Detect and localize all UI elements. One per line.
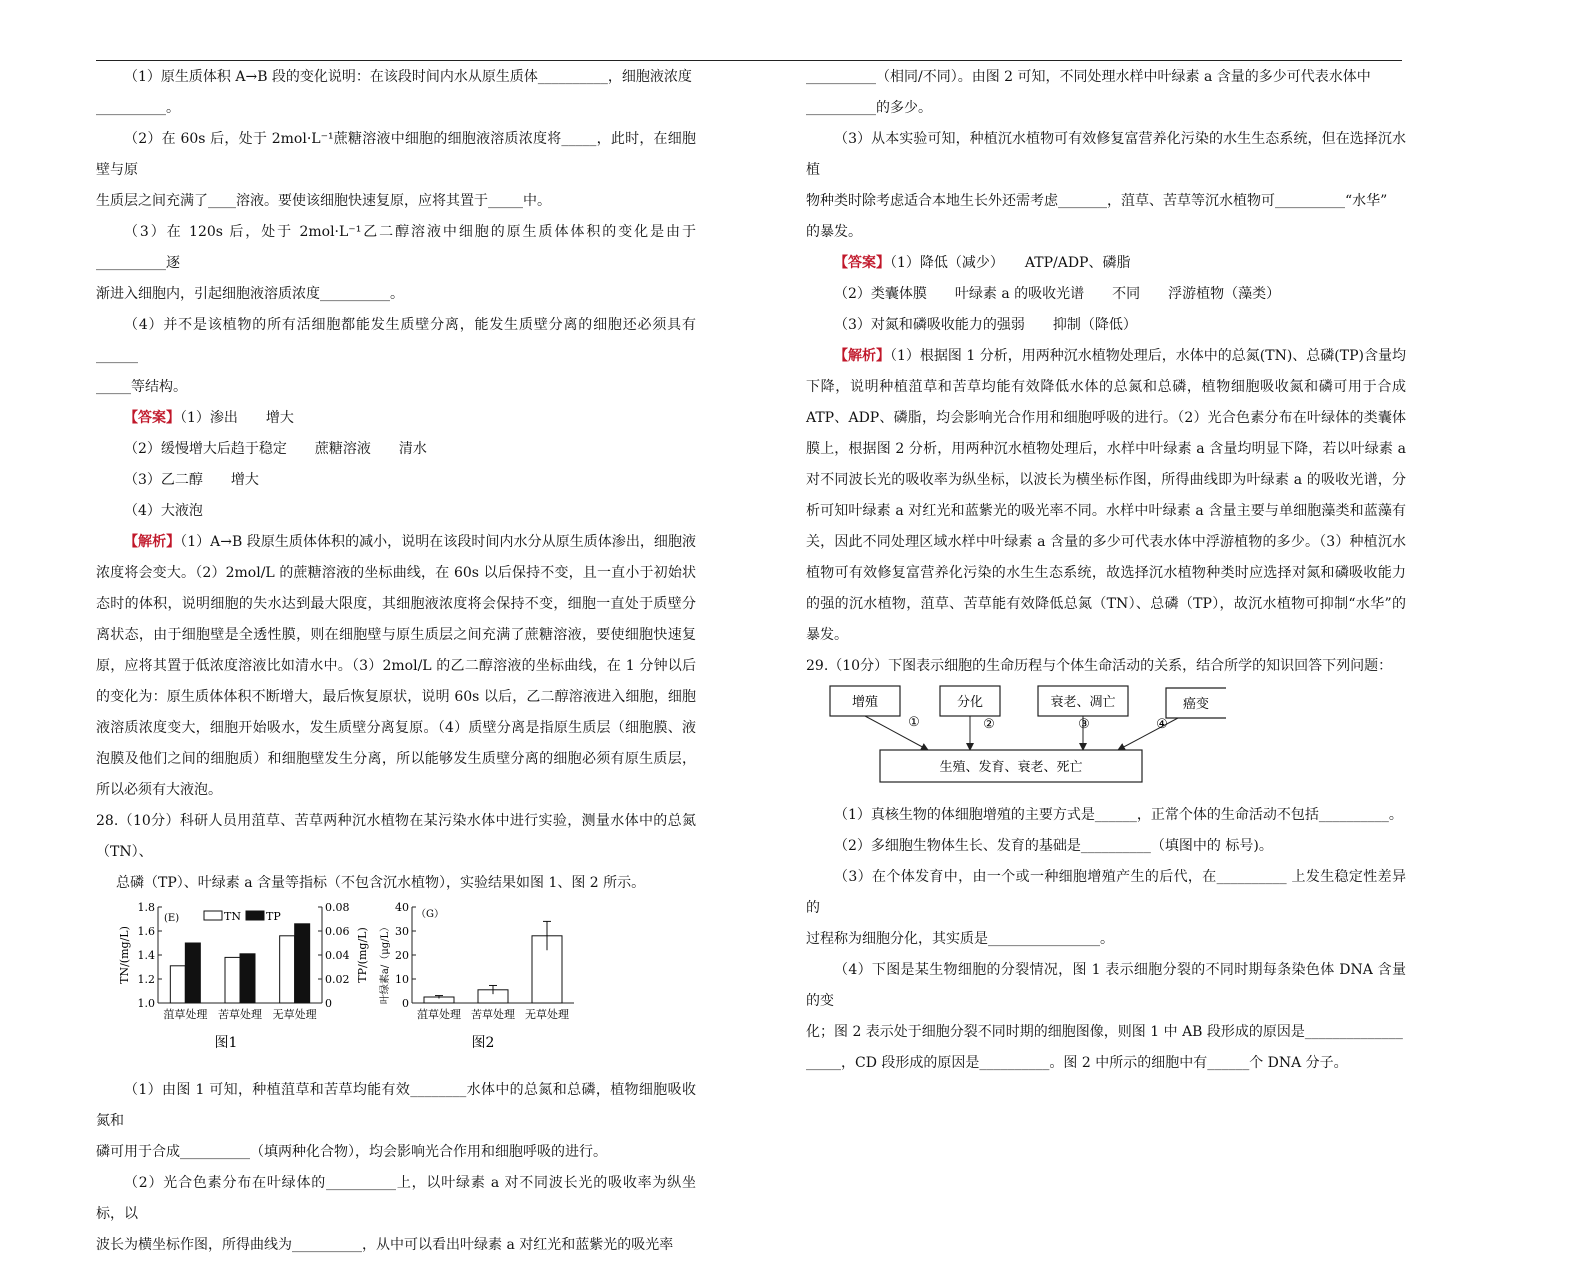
q27-part1-line2: __________。 (96, 100, 180, 116)
y-tick-label: 1.8 (137, 901, 155, 914)
y2-tick-label: 0 (325, 997, 332, 1010)
box-aging-label: 衰老、凋亡 (1050, 695, 1116, 710)
answer-27-line1 (96, 403, 696, 434)
legend-label-tp: TP (266, 910, 281, 923)
bar-tn (170, 966, 185, 1003)
x-tick-label: 苦草处理 (218, 1008, 262, 1021)
y-tick-label: 1.4 (137, 949, 155, 962)
y-tick-label: 30 (395, 925, 409, 938)
y-tick-label: 20 (395, 949, 409, 962)
analysis-28-text: （1）根据图 1 分析，用两种沉水植物处理后，水体中的总氮(TN)、总磷(TP)含量均下降，说明种植菹草和苦草均能有效降低水体的总氮和总磷，植物细胞吸收氮和磷可用于合成 ATP、ADP、磷脂，均会影响光合作用和细胞呼吸的进行。（2）光合色素分布在叶绿体的类囊体膜上，根据图 2 分析，用两种沉水植物处理后，水样中叶绿素 a 含量均明显下降，若以叶绿素 a 对不同波长光的吸收率为纵坐标，以波长为横坐标作图，所得曲线即为叶绿素 a 的吸收光谱，分析可知叶绿素 a 对红光和蓝紫光的吸光率不同。水样中叶绿素 a 含量主要与单细胞藻类和蓝藻有关，因此不同处理区域水样中叶绿素 a 含量的多少可代表水体中浮游植物的多少。（3）种植沉水植物可有效修复富营养化污染的水生生态系统，故选择沉水植物种类时应选择对氮和磷吸收能力的强的沉水植物，菹草、苦草能有效降低总氮（TN）、总磷（TP），故沉水植物可抑制“水华”的暴发。 (806, 348, 1406, 643)
analysis-27 (96, 527, 696, 806)
answer-27-a4: （4）大液泡 (124, 503, 203, 519)
answer-28-a3: （3）对氮和磷吸收能力的强弱 抑制（降低） (834, 317, 1137, 333)
q29-sub2: （2）多细胞生物体生长、发育的基础是__________（填图中的 标号)。 (834, 838, 1273, 854)
legend-label-tn: TN (224, 910, 241, 923)
arrow-4 (1118, 718, 1178, 750)
answer-tag: 【答案】 (124, 410, 180, 426)
answer-28-a2: （2）类囊体膜 叶绿素 a 的吸收光谱 不同 浮游植物（藻类） (834, 286, 1281, 302)
q27-part1-line1: （1）原生质体积 A→B 段的变化说明：在该段时间内水从原生质体__________，细胞液浓度 (124, 69, 692, 85)
y-axis-title: TN/(mg/L) (118, 926, 131, 984)
box-differentiation-label: 分化 (956, 695, 984, 710)
y-tick-label: 10 (395, 973, 409, 986)
q28-sub3-line2: 物种类时除考虑适合本地生长外还需考虑_______，菹草、苦草等沉水植物可__________“水华” (806, 193, 1388, 209)
q27-part4-line1: （4）并不是该植物的所有活细胞都能发生质壁分离，能发生质壁分离的细胞还必须具有______ (96, 317, 696, 364)
y-tick-label: 40 (395, 901, 409, 914)
y2-tick-label: 0.04 (325, 949, 350, 962)
box-proliferation-label: 增殖 (851, 695, 879, 710)
y-tick-label: 1.2 (137, 973, 155, 986)
answer-27-a3: （3）乙二醇 增大 (124, 472, 259, 488)
q29-stem: 29.（10分）下图表示细胞的生命历程与个体生命活动的关系，结合所学的知识回答下列问题： (806, 658, 1393, 674)
y2-tick-label: 0.02 (325, 973, 350, 986)
bar-tp (295, 924, 310, 1003)
marker-4: ④ (1156, 717, 1168, 732)
q29-sub3-line2: 过程称为细胞分化，其实质是________________。 (806, 931, 1114, 947)
x-tick-label: 无草处理 (272, 1008, 317, 1021)
legend-swatch-tp (246, 911, 264, 920)
analysis-28 (806, 341, 1406, 651)
x-tick-label: 苦草处理 (471, 1008, 515, 1021)
bar-tp (185, 943, 200, 1003)
life-history-diagram (828, 684, 1228, 796)
y-tick-label: 1.6 (137, 925, 155, 938)
x-tick-label: 菹草处理 (163, 1008, 208, 1021)
q28-stem-line2: 总磷（TP）、叶绿素 a 含量等指标（不包含沉水植物），实验结果如图 1、图 2 所示。 (116, 875, 646, 891)
marker-2: ② (983, 717, 995, 732)
q29-sub4-line2: 化；图 2 表示处于细胞分裂不同时期的细胞图像，则图 1 中 AB 段形成的原因是______________ (806, 1024, 1403, 1040)
left-column (96, 62, 696, 1261)
marker-1: ① (908, 715, 920, 730)
y-axis-title: 叶绿素a/（μg/L） (380, 921, 391, 1005)
q29-sub3-line1: （3）在个体发育中，由一个或一种细胞增殖产生的后代，在__________ 上发生稳定性差异的 (806, 869, 1406, 916)
panel-label: （G） (416, 909, 444, 920)
analysis-tag: 【解析】 (834, 348, 891, 364)
bar-tn (225, 957, 240, 1003)
q28-sub2-line1: （2）光合色素分布在叶绿体的__________上，以叶绿素 a 对不同波长光的吸收率为纵坐标，以 (96, 1175, 696, 1222)
box-life-activities-label: 生殖、发育、衰老、死亡 (939, 760, 1083, 775)
legend-swatch-tn (204, 911, 222, 920)
answer-tag: 【答案】 (834, 255, 890, 271)
q27-part3-line2: 渐进入细胞内，引起细胞液溶质浓度__________。 (96, 286, 404, 302)
q28-cont-line2: __________的多少。 (806, 100, 932, 116)
answer-27-a1: （1）渗出 增大 (180, 410, 294, 426)
q29-diagram (806, 682, 1406, 800)
box-cancer-label: 癌变 (1182, 697, 1210, 712)
y2-tick-label: 0.08 (325, 901, 350, 914)
q27-part2-line1: （2）在 60s 后，处于 2mol·L⁻¹蔗糖溶液中细胞的细胞液溶质浓度将_____，此时，在细胞壁与原 (96, 131, 696, 178)
figure-1-chart (114, 899, 374, 1075)
q27-part4-line2: _____等结构。 (96, 379, 187, 395)
q28-sub1-line2: 磷可用于合成__________（填两种化合物），均会影响光合作用和细胞呼吸的进行。 (96, 1144, 607, 1160)
q27-part3-line1: （3）在 120s 后，处于 2mol·L⁻¹乙二醇溶液中细胞的原生质体体积的变化是由于__________逐 (96, 224, 696, 271)
figure-caption: 图1 (214, 1035, 238, 1051)
marker-3: ③ (1078, 717, 1090, 732)
q28-sub1-line1: （1）由图 1 可知，种植菹草和苦草均能有效________水体中的总氮和总磷，植物细胞吸收氮和 (96, 1082, 696, 1129)
q28-figures (96, 899, 696, 1075)
y-tick-label: 1.0 (137, 997, 155, 1010)
answer-28-line1 (806, 248, 1406, 279)
bar-tn (280, 936, 295, 1003)
bar-tp (240, 954, 255, 1003)
q28-sub2-line2: 波长为横坐标作图，所得曲线为__________，从中可以看出叶绿素 a 对红光和蓝紫光的吸光率 (96, 1237, 674, 1253)
answer-28-a1: （1）降低（减少） ATP/ADP、磷脂 (890, 255, 1131, 271)
y2-axis-title: TP/(mg/L) (356, 927, 369, 983)
q28-cont-line1: __________（相同/不同）。由图 2 可知，不同处理水样中叶绿素 a 含量的多少可代表水体中 (806, 69, 1371, 85)
analysis-27-text: （1）A→B 段原生质体体积的减小，说明在该段时间内水分从原生质体渗出，细胞液浓度将会变大。（2）2mol/L 的蔗糖溶液的坐标曲线，在 60s 以后保持不变，且一直小于初始状态时的体积，说明细胞的失水达到最大限度，其细胞液浓度将会保持不变，细胞一直处于质壁分离状态，由于细胞壁是全透性膜，则在细胞壁与原生质层之间充满了蔗糖溶液，要使细胞快速复原，应将其置于低浓度溶液比如清水中。（3）2mol/L 的乙二醇溶液的坐标曲线，在 1 分钟以后的变化为：原生质体体积不断增大，最后恢复原状，说明 60s 以后，乙二醇溶液进入细胞，细胞液溶质浓度变大，细胞开始吸水，发生质壁分离复原。（4）质壁分离是指原生质层（细胞膜、液泡膜及他们之间的细胞质）和细胞壁发生分离，所以能够发生质壁分离的细胞必须有原生质层，所以必须有大液泡。 (96, 534, 697, 798)
header-rule (96, 60, 1402, 61)
q27-part2-line2: 生质层之间充满了____溶液。要使该细胞快速复原，应将其置于_____中。 (96, 193, 551, 209)
x-tick-label: 无草处理 (525, 1008, 569, 1021)
x-tick-label: 菹草处理 (417, 1008, 461, 1021)
y2-tick-label: 0.06 (325, 925, 350, 938)
q29-sub4-line3: _____，CD 段形成的原因是__________。图 2 中所示的细胞中有______个 DNA 分子。 (806, 1055, 1348, 1071)
figure-caption: 图2 (471, 1035, 495, 1051)
y-tick-label: 0 (402, 997, 409, 1010)
q29-sub1: （1）真核生物的体细胞增殖的主要方式是______，正常个体的生命活动不包括__________。 (834, 807, 1403, 823)
q28-sub3-line1: （3）从本实验可知，种植沉水植物可有效修复富营养化污染的水生生态系统，但在选择沉水植 (806, 131, 1406, 178)
answer-27-a2: （2）缓慢增大后趋于稳定 蔗糖溶液 清水 (124, 441, 427, 457)
q29-sub4-line1: （4）下图是某生物细胞的分裂情况，图 1 表示细胞分裂的不同时期每条染色体 DNA 含量的变 (806, 962, 1406, 1009)
right-column (806, 62, 1406, 1079)
panel-label: (E) (164, 913, 180, 924)
q28-sub3-line3: 的暴发。 (806, 224, 862, 240)
q28-stem-line1: 28.（10分）科研人员用菹草、苦草两种沉水植物在某污染水体中进行实验，测量水体中的总氮（TN）、 (96, 813, 696, 860)
analysis-tag: 【解析】 (124, 534, 181, 550)
figure-2-chart (374, 899, 604, 1075)
